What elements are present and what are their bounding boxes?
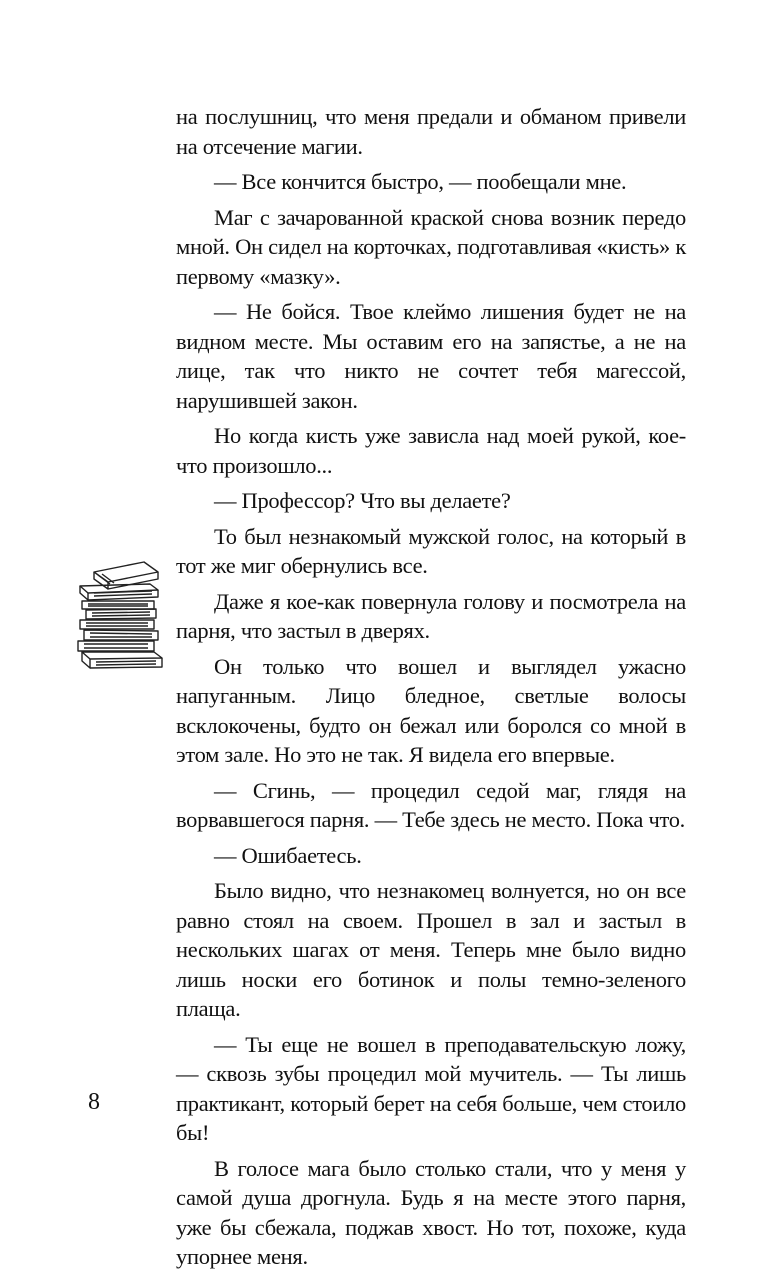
paragraph: на послушниц, что меня предали и обманом привели на отсечение магии. [176, 104, 686, 159]
page-number: 8 [88, 1089, 100, 1115]
paragraph: — Профессор? Что вы делаете? [214, 488, 511, 513]
paragraph: В голосе мага было столько стали, что у меня у самой душа дрогнула. Будь я на месте этого парня, уже бы сбежала, поджав хвост. Но тот, похоже, куда упорнее меня. [176, 1155, 686, 1269]
paragraph: — Не бойся. Твое клеймо лишения будет не на видном месте. Мы оставим его на запястье, а не на лице, так что никто не сочтет тебя магессой, нарушившей закон. [176, 299, 686, 413]
page-text [176, 102, 686, 1278]
book-stack-icon [74, 560, 164, 678]
paragraph: Но когда кисть уже зависла над моей рукой, кое-что произошло... [176, 423, 686, 478]
paragraph: Маг с зачарованной краской снова возник передо мной. Он сидел на корточках, подготавливая «кисть» к первому «мазку». [176, 204, 686, 289]
paragraph: Он только что вошел и выглядел ужасно напуганным. Лицо бледное, светлые волосы всклокочены, будто он бежал или боролся со мной в этом зале. Но это не так. Я видела его впервые. [176, 653, 686, 767]
paragraph: Было видно, что незнакомец волнуется, но он все равно стоял на своем. Прошел в зал и застыл в нескольких шагах от меня. Теперь мне было видно лишь носки его ботинок и полы темно-зеленого плаща. [176, 878, 686, 1021]
paragraph: — Ты еще не вошел в преподавательскую ложу, — сквозь зубы процедил мой мучитель. — Ты лишь практикант, который берет на себя больше, чем стоило бы! [176, 1031, 686, 1145]
paragraph: Даже я кое-как повернула голову и посмотрела на парня, что застыл в дверях. [176, 588, 686, 643]
paragraph: — Ошибаетесь. [214, 842, 362, 868]
paragraph: То был незнакомый мужской голос, на который в тот же миг обернулись все. [176, 523, 686, 578]
paragraph: — Все кончится быстро, — пообещали мне. [214, 169, 627, 194]
paragraph: — Сгинь, — процедил седой маг, глядя на ворвавшегося парня. — Тебе здесь не место. Пока что. [176, 777, 686, 832]
